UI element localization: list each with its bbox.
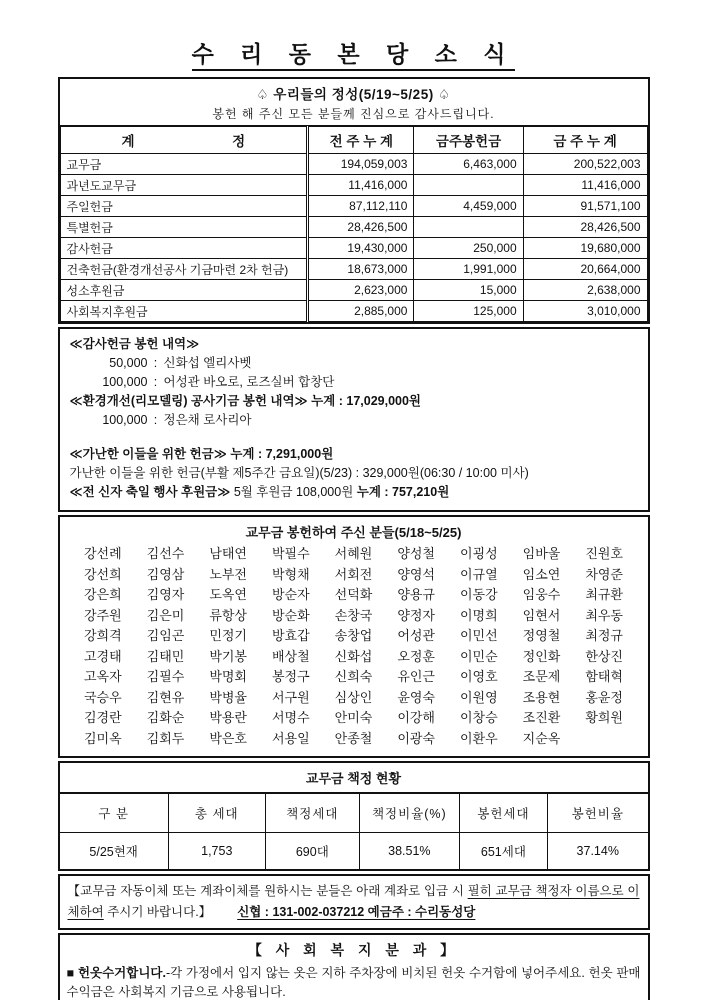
offering-cell-total: 20,664,000	[523, 259, 647, 280]
offering-cell-week: 125,000	[414, 301, 523, 322]
donor-name: 김경란	[83, 710, 122, 725]
feast-title-text: ≪전 신자 축일 행사 후원금≫	[69, 485, 231, 499]
donor-name: 임소연	[522, 566, 561, 582]
donor-name: 송창업	[334, 628, 373, 643]
assessment-header-cell: 총 세대	[168, 794, 265, 833]
offering-row	[60, 259, 647, 280]
donor-name: 김선수	[146, 546, 185, 561]
donor-name: 박은호	[209, 730, 247, 746]
donor-name: 신희숙	[334, 669, 373, 684]
donor-name: 강은희	[83, 587, 122, 602]
donor-empty-cell	[573, 729, 636, 750]
welfare-text: -각 가정에서 입지 않는 옷은 지하 주차장에 비치된 헌옷 수거함에 넣어주세요. 헌옷 판매 수익금은 사회복지 기금으로 사용됩니다.	[66, 966, 641, 999]
donor-name: 강주원	[83, 607, 122, 623]
donor-name: 김회두	[146, 730, 185, 746]
content-area	[58, 77, 650, 1000]
donor-name: 임바울	[522, 546, 561, 561]
donor-name: 조용현	[522, 689, 561, 705]
notice-prefix: 【교무금 자동이체 또는 계좌이체를 원하시는 분들은 아래 계좌로 입금 시	[67, 884, 468, 898]
donation-entry	[70, 411, 638, 430]
account-header-left: 계	[121, 134, 135, 149]
offering-table	[60, 126, 648, 322]
assessment-value-cell: 38.51%	[359, 833, 459, 870]
offering-cell-account: 사회복지후원금	[60, 301, 308, 322]
donor-name: 서용일	[271, 730, 310, 746]
feast-mid-text: 5월 후원금 108,000원	[233, 485, 354, 499]
entry-name: 신화섭 엘리사벳	[163, 356, 252, 370]
offering-col-prev-total: 전 주 누 계	[308, 127, 414, 154]
donor-name: 박용란	[209, 710, 247, 725]
donor-name: 국승우	[83, 689, 122, 705]
donor-name: 한상진	[585, 648, 623, 664]
donor-name: 배상철	[271, 648, 310, 664]
donor-name: 김태민	[146, 648, 185, 664]
assessment-header-cell: 봉헌비율	[548, 794, 648, 833]
offering-row	[60, 301, 647, 322]
offering-row	[60, 280, 647, 301]
donor-name: 김미옥	[83, 730, 122, 746]
offering-cell-account: 교무금	[60, 154, 308, 175]
donor-name: 이창승	[459, 710, 498, 725]
donor-name: 김영삼	[146, 566, 185, 582]
donor-name: 차영준	[585, 566, 623, 582]
donor-name: 이민선	[459, 628, 498, 643]
donor-name: 선덕화	[334, 587, 373, 602]
entry-colon: :	[153, 356, 158, 370]
donor-name: 서구원	[271, 689, 310, 705]
assessment-table	[60, 793, 648, 869]
donor-name: 최우동	[585, 607, 623, 623]
donor-name: 어성관	[397, 628, 435, 643]
offering-cell-prev: 18,673,000	[308, 259, 414, 280]
assessment-data-row	[60, 833, 648, 870]
donor-name: 이규열	[459, 566, 498, 582]
donor-name: 김화순	[146, 710, 185, 725]
offering-cell-account: 과년도교무금	[60, 175, 308, 196]
donor-name: 임웅수	[522, 587, 561, 602]
offering-cell-account: 성소후원금	[60, 280, 308, 301]
donor-name: 이광숙	[397, 730, 435, 746]
offering-cell-account: 주일헌금	[60, 196, 308, 217]
welfare-body	[67, 964, 641, 1000]
entry-name: 어성관 바오로, 로즈실버 합창단	[163, 375, 335, 389]
offering-cell-prev: 11,416,000	[308, 175, 414, 196]
remodel-detail-title	[70, 392, 638, 411]
entry-name: 정은채 로사리아	[163, 413, 252, 427]
transfer-notice-section	[58, 874, 650, 930]
offering-section	[58, 77, 650, 324]
donor-name: 최규환	[585, 587, 623, 602]
welfare-lead: ■ 헌옷수거합니다.	[66, 966, 166, 980]
offering-cell-account: 특별헌금	[60, 217, 308, 238]
donor-name: 김은미	[146, 607, 185, 623]
offering-cell-account: 감사헌금	[60, 238, 308, 259]
donor-name: 서회전	[334, 566, 373, 582]
donor-name: 윤영숙	[397, 689, 435, 705]
poor-fund-title	[70, 445, 638, 464]
poor-title-text: ≪가난한 이들을 위한 헌금≫	[69, 447, 227, 461]
donor-name: 방효갑	[271, 628, 310, 643]
offering-row	[60, 196, 647, 217]
donor-name: 이명희	[459, 607, 498, 623]
entry-amount: 100,000	[102, 413, 148, 427]
donor-name: 조문제	[522, 669, 561, 684]
donor-name: 민정기	[209, 628, 247, 643]
donor-name: 강희격	[83, 628, 122, 643]
offering-col-this-week: 금주봉헌금	[414, 127, 523, 154]
offering-cell-total: 11,416,000	[523, 175, 647, 196]
offering-cell-prev: 28,426,500	[308, 217, 414, 238]
offering-cell-account: 건축헌금(환경개선공사 기금마련 2차 헌금)	[60, 259, 308, 280]
offering-row	[60, 154, 647, 175]
donor-name: 지순옥	[522, 730, 561, 746]
donation-entry	[70, 354, 638, 373]
offering-cell-prev: 194,059,003	[308, 154, 414, 175]
donor-name: 신화섭	[334, 648, 373, 664]
entry-amount: 50,000	[109, 356, 148, 370]
offering-cell-total: 19,680,000	[523, 238, 647, 259]
donor-name: 이강해	[397, 710, 435, 725]
donor-name: 남태연	[209, 546, 247, 561]
notice-underlined: 필히 교무금 책정자 이름으로 이체하여	[67, 884, 640, 919]
donor-name: 고옥자	[83, 669, 122, 684]
assessment-section	[58, 761, 650, 871]
donor-name: 김임곤	[146, 628, 185, 643]
assessment-title: 교무금 책정 현황	[60, 763, 648, 793]
donor-name: 류항상	[209, 607, 247, 623]
assessment-header-row	[60, 794, 648, 833]
donor-name: 노부전	[209, 566, 247, 582]
offering-header	[60, 79, 648, 126]
offering-row	[60, 238, 647, 259]
entry-colon: :	[153, 375, 158, 389]
donor-name: 강선희	[83, 566, 122, 582]
offering-cell-week: 250,000	[414, 238, 523, 259]
welfare-title: 【 사 회 복 지 분 과 】	[247, 942, 460, 958]
donor-name: 손창국	[334, 607, 373, 623]
donors-grid	[60, 543, 648, 756]
feast-fund-line	[70, 483, 638, 502]
offering-subheading: 봉헌 해 주신 모든 분들께 진심으로 감사드립니다.	[212, 107, 495, 121]
offering-cell-week	[414, 217, 523, 238]
donor-name: 안미숙	[334, 710, 373, 725]
page-title-text: 수 리 동 본 당 소 식	[192, 41, 516, 71]
donor-name: 임현서	[522, 607, 561, 623]
donor-name: 김현유	[146, 689, 185, 705]
donor-name: 서혜원	[334, 546, 373, 561]
donor-name: 유인근	[397, 669, 435, 684]
donor-name: 양영석	[397, 566, 435, 582]
donation-entry	[70, 373, 638, 392]
donor-name: 이영호	[459, 669, 498, 684]
offering-cell-total: 200,522,003	[523, 154, 647, 175]
donor-name: 박병율	[209, 689, 247, 705]
offering-cell-prev: 2,885,000	[308, 301, 414, 322]
poor-total: 누계 : 7,291,000원	[230, 447, 334, 461]
donor-name: 방순자	[271, 587, 310, 602]
offering-cell-week: 4,459,000	[414, 196, 523, 217]
offering-table-header-row	[60, 127, 647, 154]
assessment-value-cell: 5/25현재	[60, 833, 169, 870]
offering-cell-week: 1,991,000	[414, 259, 523, 280]
remodel-total: 누계 : 17,029,000원	[311, 394, 422, 408]
donor-name: 진원호	[585, 546, 623, 561]
notice-suffix: 주시기 바랍니다.】	[103, 905, 212, 919]
assessment-value-cell: 690대	[265, 833, 359, 870]
entry-colon: :	[153, 413, 158, 427]
donor-name: 고경태	[83, 648, 122, 664]
offering-cell-week: 15,000	[414, 280, 523, 301]
assessment-header-cell: 책정세대	[265, 794, 359, 833]
donor-name: 함태혁	[585, 669, 623, 684]
donor-name: 이원영	[459, 689, 498, 705]
assessment-header-cell: 구 분	[60, 794, 169, 833]
offering-col-new-total: 금 주 누 계	[523, 127, 647, 154]
donor-name: 박필수	[271, 546, 310, 561]
offering-cell-week	[414, 175, 523, 196]
donor-name: 이굉성	[459, 546, 498, 561]
donor-name: 이환우	[459, 730, 498, 746]
donor-name: 심상인	[334, 689, 373, 705]
donor-name: 홍윤정	[585, 689, 623, 705]
donor-name: 봉정구	[271, 669, 310, 684]
donor-name: 정인화	[522, 648, 561, 664]
donor-name: 방순화	[271, 607, 310, 623]
entry-amount: 100,000	[102, 375, 148, 389]
offering-cell-prev: 87,112,110	[308, 196, 414, 217]
donor-name: 정영철	[522, 628, 561, 643]
remodel-title-text: ≪환경개선(리모델링) 공사기금 봉헌 내역≫	[69, 394, 308, 408]
donor-name: 박기봉	[209, 648, 247, 664]
offering-row	[60, 217, 647, 238]
donors-section	[58, 515, 650, 758]
donor-name: 안종철	[334, 730, 373, 746]
donor-name: 김영자	[146, 587, 185, 602]
thanks-detail-title: ≪감사헌금 봉헌 내역≫	[69, 337, 200, 351]
donor-name: 이동강	[459, 587, 498, 602]
poor-fund-detail: 가난한 이들을 위한 헌금(부활 제5주간 금요일)(5/23) : 329,000원(06:30 / 10:00 미사)	[69, 466, 529, 480]
donor-name: 서명수	[271, 710, 310, 725]
donor-name: 이민순	[459, 648, 498, 664]
donor-name: 최정규	[585, 628, 623, 643]
donor-name: 오정훈	[397, 648, 435, 664]
offering-col-account	[60, 127, 308, 154]
donor-name: 양용규	[397, 587, 435, 602]
page-title	[0, 36, 707, 69]
assessment-header-cell: 봉헌세대	[459, 794, 547, 833]
offering-row	[60, 175, 647, 196]
donors-title: 교무금 봉헌하여 주신 분들(5/18~5/25)	[245, 525, 462, 540]
offering-cell-total: 2,638,000	[523, 280, 647, 301]
donor-name: 김필수	[146, 669, 185, 684]
assessment-header-cell: 책정비율(%)	[359, 794, 459, 833]
blank-line	[70, 430, 638, 445]
offering-cell-total: 28,426,500	[523, 217, 647, 238]
donor-name: 도옥연	[209, 587, 247, 602]
assessment-value-cell: 651세대	[459, 833, 547, 870]
offering-cell-total: 91,571,100	[523, 196, 647, 217]
donor-name: 양정자	[397, 607, 435, 623]
offering-heading: ♤ 우리들의 정성(5/19~5/25) ♤	[256, 87, 451, 102]
account-header-right: 정	[232, 134, 246, 149]
offering-cell-total: 3,010,000	[523, 301, 647, 322]
donor-name: 강선례	[83, 546, 122, 561]
welfare-section	[58, 933, 650, 1000]
assessment-value-cell: 37.14%	[548, 833, 648, 870]
feast-total: 누계 : 757,210원	[356, 485, 450, 499]
donor-name: 박명회	[209, 669, 247, 684]
offering-cell-prev: 2,623,000	[308, 280, 414, 301]
donor-name: 양성철	[397, 546, 435, 561]
detail-section	[58, 327, 650, 512]
donor-name: 박형채	[271, 566, 310, 582]
donor-name: 조진환	[522, 710, 561, 725]
assessment-value-cell: 1,753	[168, 833, 265, 870]
donor-name: 황희원	[585, 710, 623, 725]
offering-cell-week: 6,463,000	[414, 154, 523, 175]
notice-account: 신협 : 131-002-037212 예금주 : 수리동성당	[237, 905, 476, 919]
offering-cell-prev: 19,430,000	[308, 238, 414, 259]
